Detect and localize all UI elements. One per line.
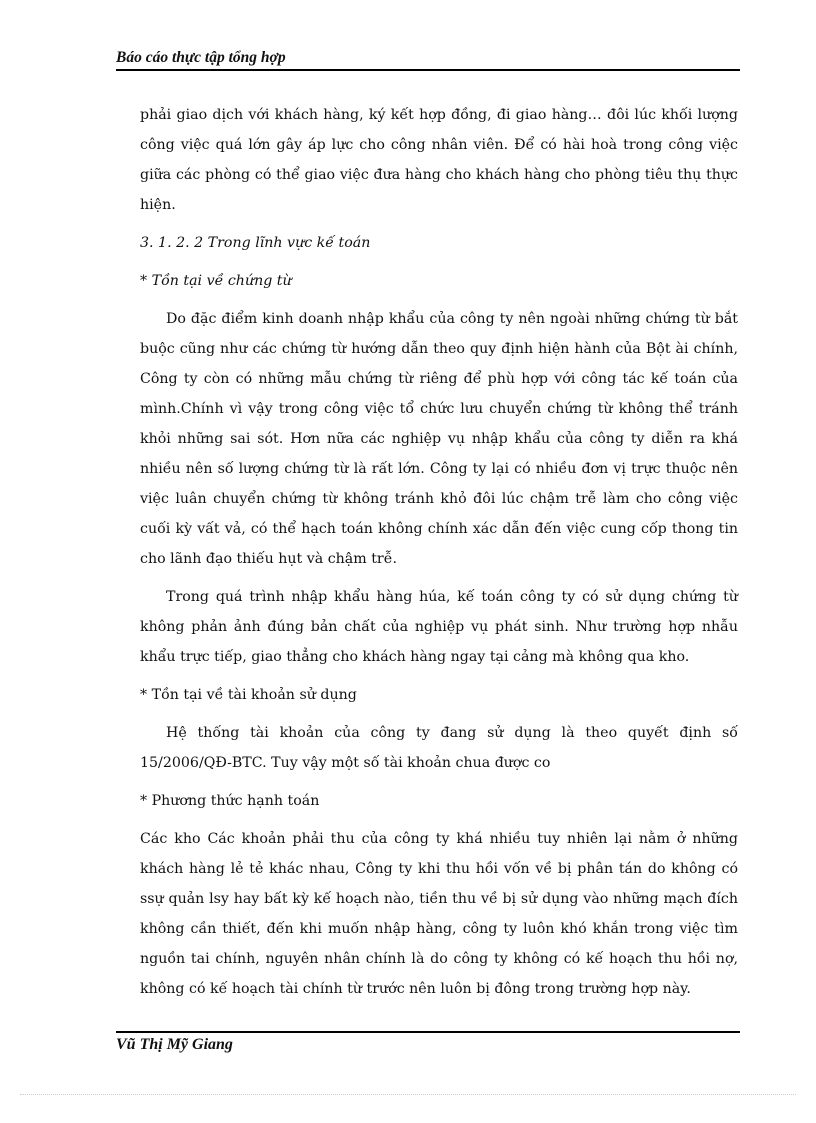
page-edge xyxy=(20,1094,796,1095)
footer-author: Vũ Thị Mỹ Giang xyxy=(116,1036,233,1053)
header-title: Báo cáo thực tập tổng hợp xyxy=(116,49,286,66)
footer-divider xyxy=(116,1031,740,1033)
paragraph-continuation: phải giao dịch với khách hàng, ký kết hợp đồng, đi giao hàng… đôi lúc khối lượng công việc quá lớn gây áp lực cho công nhân viên. Để có hài hoà trong công việc giữa các phòng có thể giao việc đưa hàng cho khách hàng cho phòng tiêu thụ thực hiện. xyxy=(140,107,738,213)
paragraph-documents: Do đặc điểm kinh doanh nhập khẩu của công ty nên ngoài những chứng từ bắt buộc cũng như các chứng từ hướng dẫn theo quy định hiện hành của Bột ài chính, Công ty còn có những mẫu chứng từ riêng để phù hợp với công tác kế toán của mình.Chính vì vậy trong công việc tổ chức lưu chuyển chứng từ không thể tránh khỏi những sai sót. Hơn nữa các nghiệp vụ nhập khẩu của công ty diễn ra khá nhiều nên số lượng chứng từ là rất lớn. Công ty lại có nhiều đơn vị trực thuộc nên việc luân chuyển chứng từ không tránh khỏ đôi lúc chậm trễ làm cho công việc cuối kỳ vất vả, có thể hạch toán không chính xác dẫn đến việc cung cốp thong tin cho lãnh đạo thiếu hụt và chậm trễ. xyxy=(140,311,738,567)
subheading-accounts: * Tồn tại về tài khoản sử dụng xyxy=(140,687,357,703)
subheading-accounting-method: * Phương thức hạnh toán xyxy=(140,793,320,809)
header-divider xyxy=(116,69,740,71)
paragraph-receivables: Các kho Các khoản phải thu của công ty khá nhiều tuy nhiên lại nằm ở những khách hàng lẻ tẻ khác nhau, Công ty khi thu hồi vốn về bị phân tán do không có ssự quản lsy hay bất kỳ kế hoạch nào, tiền thu về bị sử dụng vào những mạch đích không cần thiết, đến khi muốn nhập hàng, công ty luôn khó khắn trong việc tìm nguồn tai chính, nguyên nhân chính là do công ty không có kế hoạch thu hồi nợ, không có kế hoạch tài chính từ trước nên luôn bị đông trong trường hợp này. xyxy=(140,831,738,997)
paragraph-import: Trong quá trình nhập khẩu hàng húa, kế toán công ty có sử dụng chứng từ không phản ảnh đúng bản chất của nghiệp vụ phát sinh. Như trường hợp nhẫu khẩu trực tiếp, giao thẳng cho khách hàng ngay tại cảng mà không qua kho. xyxy=(140,589,738,665)
document-body xyxy=(140,100,738,1004)
paragraph-accounts: Hệ thống tài khoản của công ty đang sử dụng là theo quyết định số 15/2006/QĐ-BTC. Tuy vậy một số tài khoản chua được co xyxy=(140,725,738,771)
subheading-documents: * Tồn tại về chứng từ xyxy=(140,273,292,289)
section-heading: 3. 1. 2. 2 Trong lĩnh vực kế toán xyxy=(140,235,371,251)
